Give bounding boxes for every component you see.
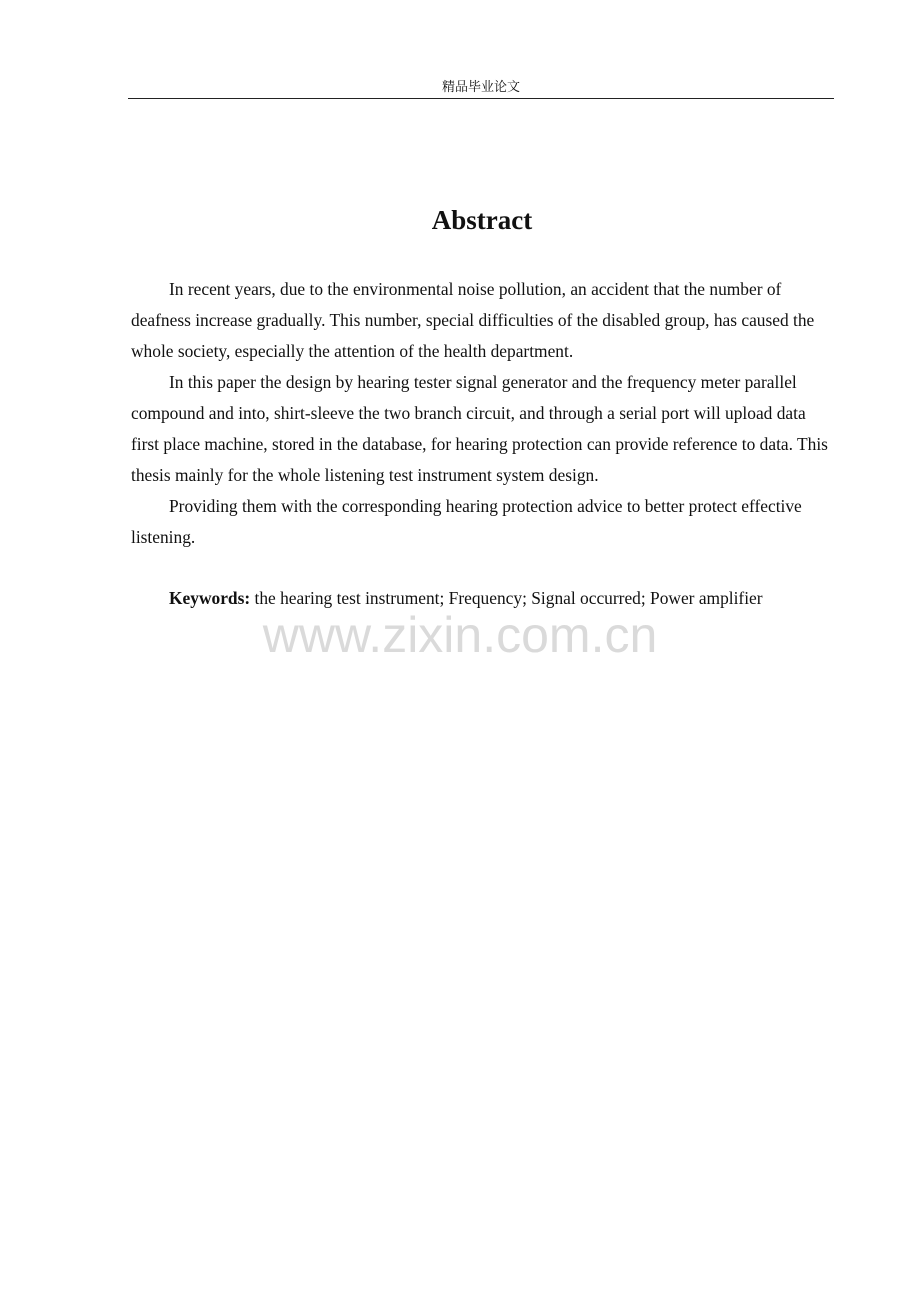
- running-header: [128, 78, 834, 99]
- abstract-paragraph-3: Providing them with the corresponding hearing protection advice to better protect effective listening.: [131, 496, 802, 547]
- watermark: www.zixin.com.cn: [262, 607, 658, 663]
- abstract-title: Abstract: [431, 205, 533, 235]
- running-header-title: 精品毕业论文: [441, 80, 520, 95]
- abstract-paragraph-2: In this paper the design by hearing tester signal generator and the frequency meter parallel compound and into, shirt-sleeve the two branch circuit, and through a serial port will upload data first place machine, stored in the database, for hearing protection can provide reference to data. This thesis mainly for the whole listening test instrument system design.: [131, 372, 828, 485]
- abstract-body: [131, 274, 831, 553]
- keywords-label: Keywords:: [169, 588, 251, 608]
- keywords-list: the hearing test instrument; Frequency; Signal occurred; Power amplifier: [254, 588, 763, 608]
- abstract-paragraph-1: In recent years, due to the environmental noise pollution, an accident that the number of deafness increase gradually. This number, special difficulties of the disabled group, has caused the whole society, especially the attention of the health department.: [131, 279, 815, 361]
